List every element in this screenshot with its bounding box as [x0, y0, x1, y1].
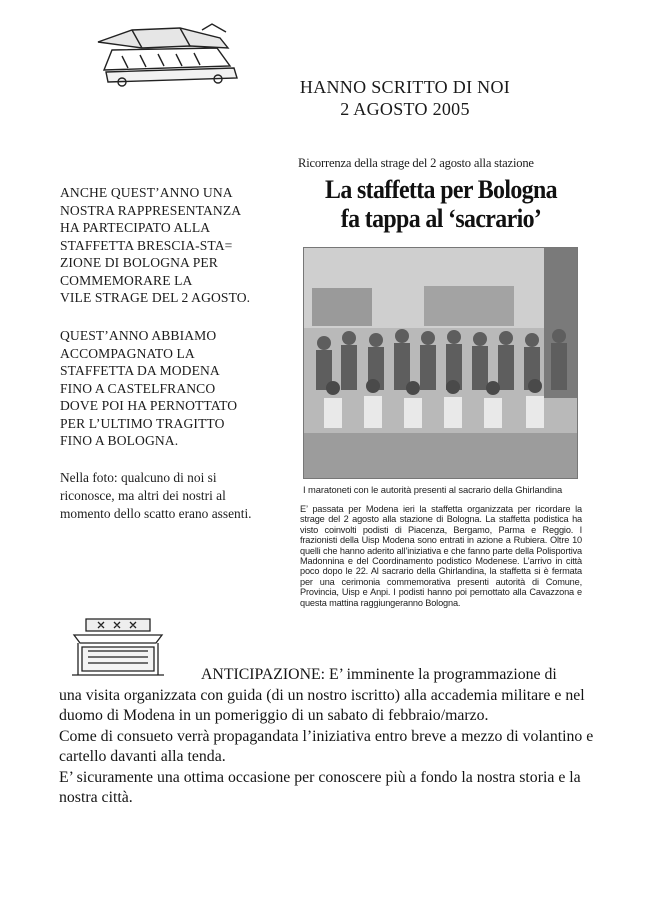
page-title-date: 2 AGOSTO 2005: [340, 99, 470, 119]
article-body: E’ passata per Modena ieri la staffetta organizzata per ricordare la strage del 2 agosto alla stazione di Bologna. La staffetta podistica ha visto coinvolti podisti di Piacenza, Bergamo, Parma e Reggio. I frazionisti della Uisp Modena sono entrati in azione a Rubiera. Oltre 10 quelli che hanno aderito all’iniziativa e che fanno parte della Polisportiva Madonnina e del Coordinamento podistico Modenese. L’arrivo in città poco dopo le 22. Al sacrario della Ghirlandina, la staffetta si è fermata per una cerimonia commemorativa presenti autorità di Comune, Provincia, Uisp e Anpi. I podisti hanno poi pernottato alla Cavazzona e questa mattina raggiungeranno Bologna.: [300, 504, 582, 608]
escort-paragraph: QUEST’ANNO ABBIAMO ACCOMPAGNATO LA STAFFETTA DA MODENA FINO A CASTELFRANCO DOVE POI HA PERNOTTATO PER L’ULTIMO TRAGITTO FINO A BOLOGNA.: [60, 328, 238, 448]
group-photo-image: [304, 248, 577, 478]
announcement-lead: ANTICIPAZIONE: E’ imminente la programmazione di: [201, 666, 557, 683]
announcement-promotion: Come di consueto verrà propagandata l’iniziativa entro breve a mezzo di volantino e cartello davanti alla tenda.: [59, 727, 594, 765]
clipping-headline-line1: La staffetta per Bologna: [325, 175, 557, 204]
announcement-closing: E’ sicuramente una ottima occasione per conoscere più a fondo la nostra storia e la nostra città.: [59, 768, 581, 806]
intro-paragraph: ANCHE QUEST’ANNO UNA NOSTRA RAPPRESENTANZA HA PARTECIPATO ALLA STAFFETTA BRESCIA-STA= ZIONE DI BOLOGNA PER COMMEMORARE LA VILE STRAGE DEL 2 AGOSTO.: [60, 185, 251, 305]
tent-float-sketch-icon: [92, 20, 242, 88]
photo-caption: I maratoneti con le autorità presenti al sacrario della Ghirlandina: [303, 484, 563, 495]
group-photo: [303, 247, 578, 479]
clipping-headline: [308, 175, 575, 233]
page-title: [270, 76, 540, 120]
announcement-details: una visita organizzata con guida (di un nostro iscritto) alla accademia militare e nel duomo di Modena in un pomeriggio di un sabato di febbraio/marzo.: [59, 686, 585, 724]
clipping-kicker: Ricorrenza della strage del 2 agosto alla stazione: [298, 156, 534, 170]
page-title-line1: HANNO SCRITTO DI NOI: [299, 77, 511, 97]
clipping-headline-line2: fa tappa al ‘sacrario’: [340, 204, 542, 233]
photo-note: Nella foto: qualcuno di noi si riconosce, ma altri dei nostri al momento dello scatto erano assenti.: [60, 470, 252, 521]
announcement: [59, 665, 619, 809]
